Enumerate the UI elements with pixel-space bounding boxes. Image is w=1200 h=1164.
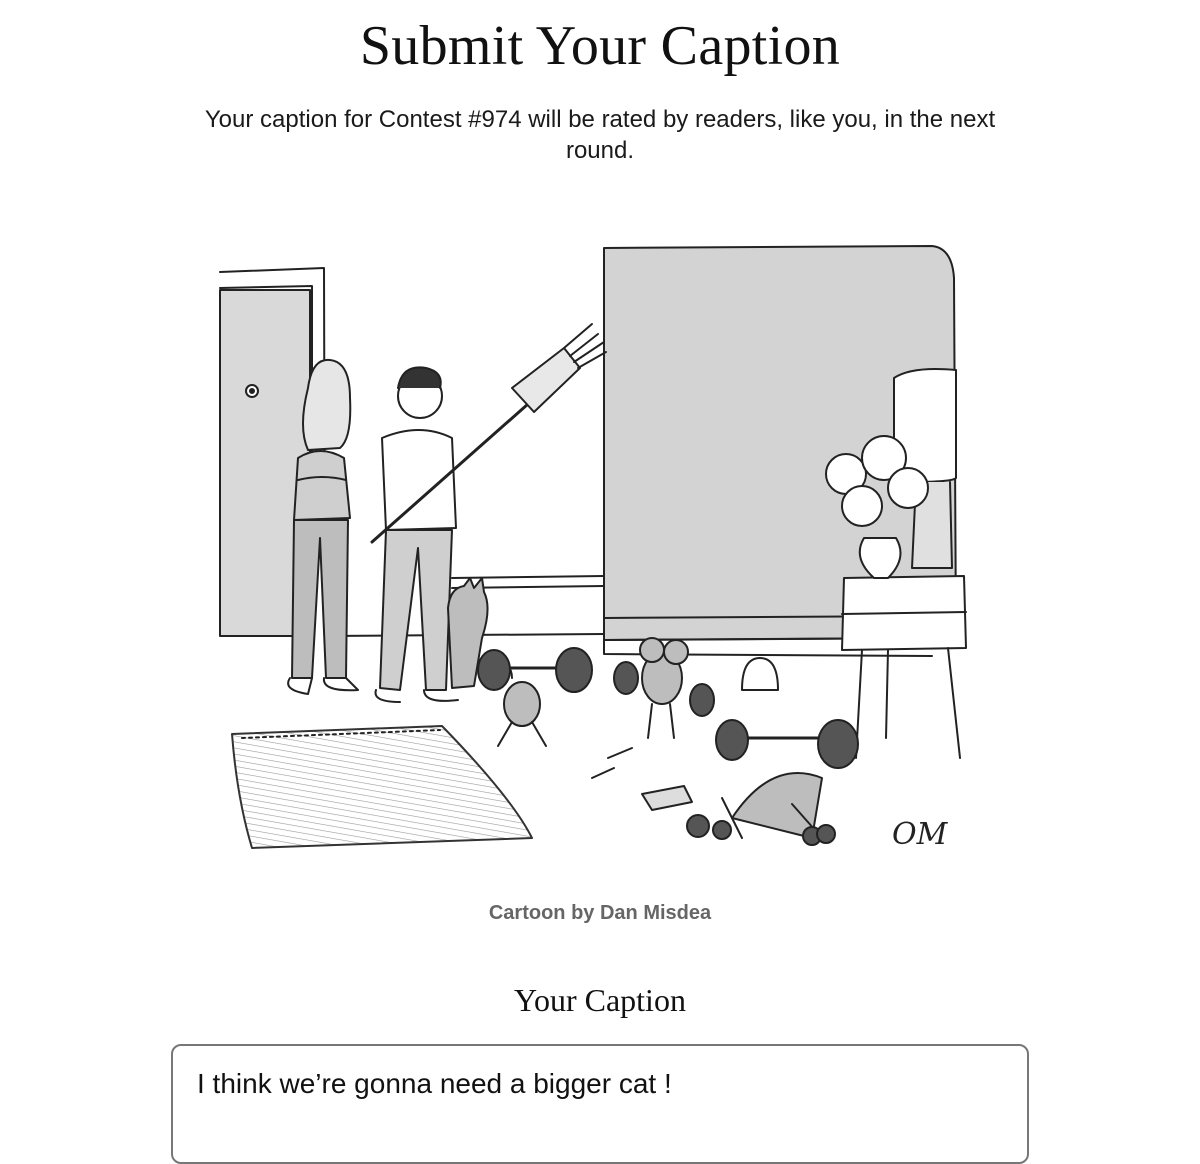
caption-label: Your Caption [514,982,686,1018]
man-figure [372,324,606,702]
side-table [842,576,966,758]
cartoon-credit: Cartoon by Dan Misdea [488,902,712,924]
cartoon-illustration [212,238,992,878]
caption-input[interactable] [171,1044,1029,1164]
rug [232,726,532,848]
mouse-bench-press [716,720,858,838]
contest-subtitle: Your caption for Contest #974 will be rated by readers, like you, in the next round. [204,106,996,164]
cartoonist-signature: OM [892,817,948,852]
mouse-weightlifter-2 [614,638,714,738]
broom-head [512,348,580,412]
mouse-weightlifter-1 [478,648,592,746]
page-title: Submit Your Caption [359,15,841,77]
mouse-hole [742,658,778,690]
